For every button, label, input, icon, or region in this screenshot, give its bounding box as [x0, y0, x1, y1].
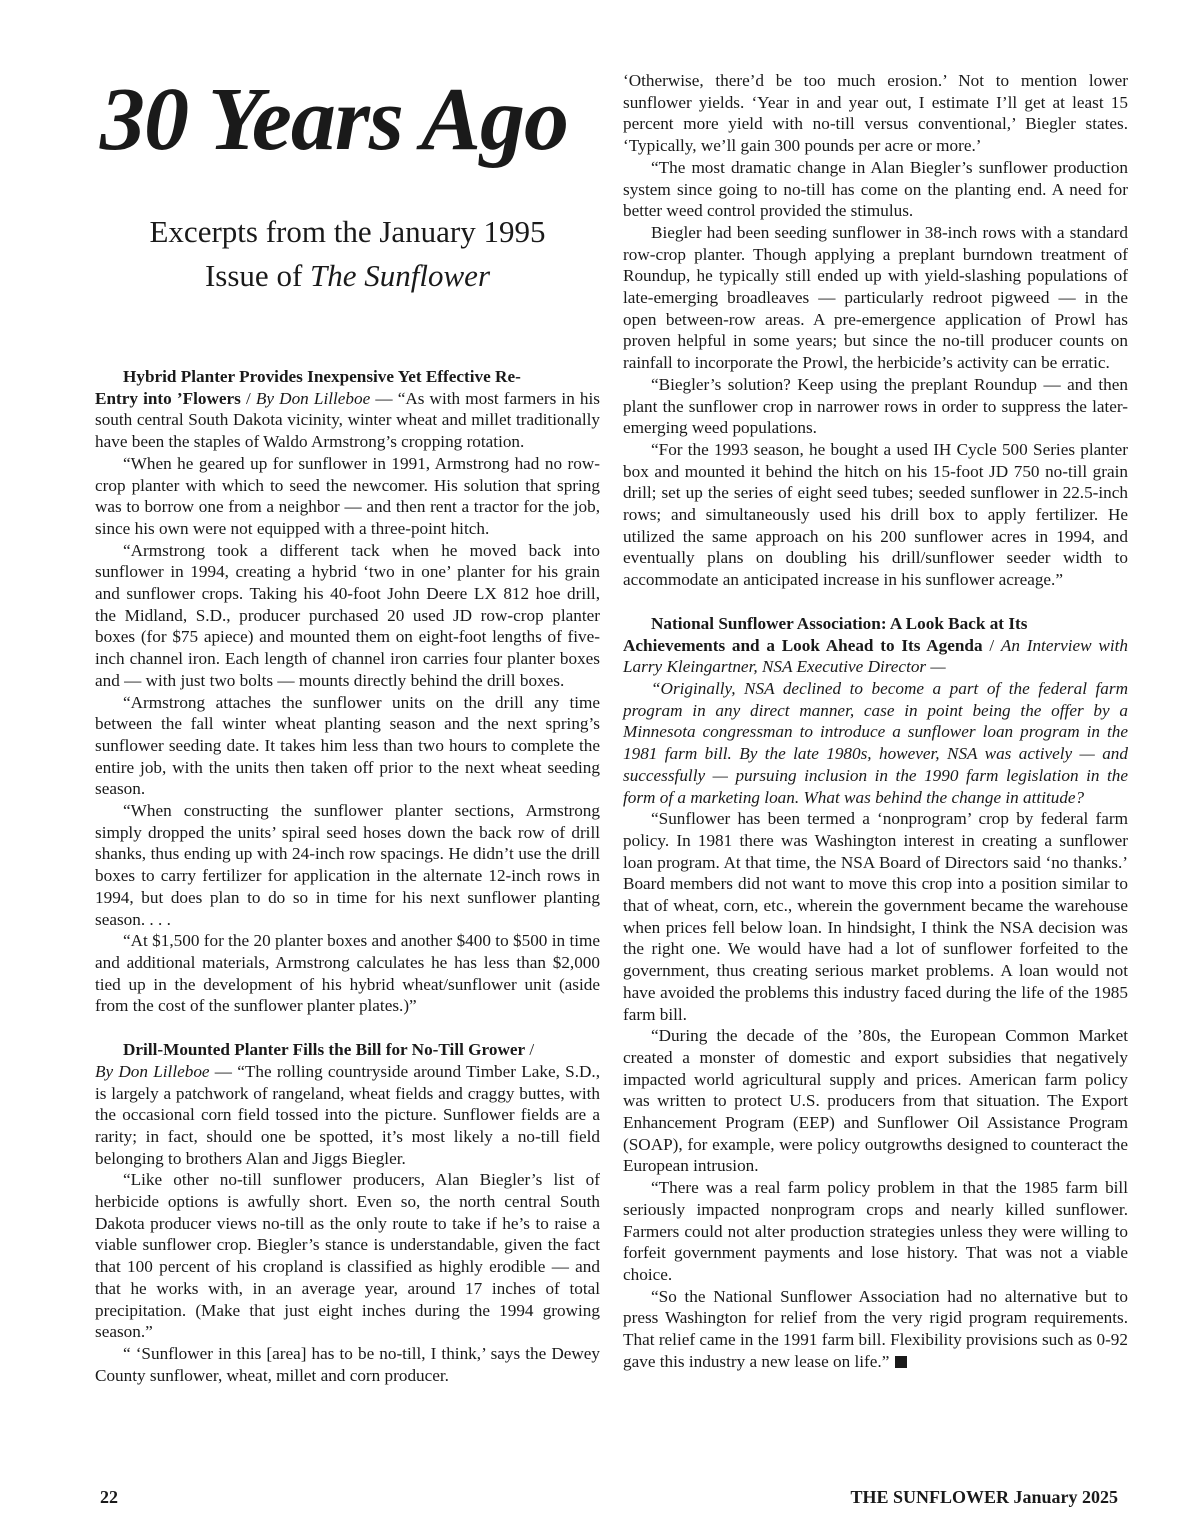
article-byline: By Don Lilleboe	[95, 1061, 210, 1081]
running-footer: THE SUNFLOWER January 2025	[850, 1487, 1118, 1507]
article-headline: Hybrid Planter Provides Inexpensive Yet Effective Re-	[123, 367, 521, 386]
body-paragraph: “When constructing the sunflower planter sections, Armstrong simply dropped the units’ spiral seed hoses down the back row of drill shanks, thus ending up with 24-inch row spacings. He didn’t use the drill boxes to carry fertilizer for application in the alternate 12-inch rows in 1994, but does plan to do so in time for his next sunflower planting season. . . .	[95, 801, 600, 929]
article-byline: An Interview with Larry Kleingartner, NSA Executive Director —	[623, 635, 1128, 677]
page-number: 22	[100, 1487, 118, 1507]
body-paragraph: “Sunflower has been termed a ‘nonprogram’ crop by federal farm policy. In 1981 there was Washington interest in creating a sunflower loan program. At that time, the NSA Board of Directors said ‘no thanks.’ Board members did not want to move this crop into a position similar to that of wheat, corn, etc., wherein the government became the warehouse when prices fell below loan. In hindsight, I think the NSA decision was the right one. We would have had a lot of sunflower forfeited to the government, thus creating serious market problems. A loan would not have avoided the problems this industry faced during the life of the 1985 farm bill.	[623, 809, 1128, 1024]
subtitle-line-1: Excerpts from the January 1995	[149, 214, 546, 249]
article-nsa-interview	[623, 613, 1128, 1373]
body-paragraph: “For the 1993 season, he bought a used IH Cycle 500 Series planter box and mounted it behind the hitch on his 15-foot JD 750 no-till grain drill; set up the series of eight seed tubes; seeded sunflower in 22.5-inch rows; and simultaneously used his drill box to apply fertilizer. He utilized the same approach on his 200 sunflower acres in 1994, and eventually plans on doubling his drill/sunflower seeder width to accommodate an anticipated increase in his sunflower acreage.”	[623, 439, 1128, 590]
subtitle-publication: The Sunflower	[310, 258, 491, 293]
article-lead-text: “The rolling countryside around Timber Lake, S.D., is largely a patchwork of rangeland, wheat fields and craggy buttes, with the occasional corn field tossed into the picture. Sunflower fields are a rarity; in fact, should one be spotted, it’s most likely a no-till field belonging to brothers Alan and Jiggs Biegler.	[95, 1061, 601, 1168]
interview-question: “Originally, NSA declined to become a part of the federal farm program in any direct manner, case in point being the offer by a Minnesota congressman to introduce a sunflower loan program in the 1981 farm bill. By the late 1980s, however, NSA was actively — and successfully — pursuing inclusion in the 1990 farm legislation in the form of a marketing loan. What was behind the change in attitude?	[623, 678, 1128, 807]
final-paragraph	[623, 1286, 1128, 1373]
article-headline: National Sunflower Association: A Look Back at Its	[651, 613, 1028, 633]
page-subtitle	[95, 210, 600, 298]
body-paragraph: “There was a real farm policy problem in that the 1985 farm bill seriously impacted nonprogram crops and nearly killed sunflower. Farmers could not alter production strategies unless they were willing to forfeit government payments and lose history. That was not a viable choice.	[623, 1178, 1128, 1284]
final-paragraph-text: “So the National Sunflower Association had no alternative but to press Washington for relief from the very rigid program requirements. That relief came in the 1991 farm bill. Flexibility provisions such as 0-92 gave this industry a new lease on life.”	[623, 1286, 1128, 1371]
body-paragraph: “During the decade of the ’80s, the European Common Market created a monster of domestic and export subsidies that negatively impacted world agricultural supply and prices. American farm policy was written to protect U.S. producers from that situation. The Export Enhancement Program (EEP) and Sunflower Oil Assistance Program (SOAP), for example, were policy outgrowths designed to counteract the European intrusion.	[623, 1026, 1128, 1176]
body-paragraph: “Armstrong took a different tack when he moved back into sunflower in 1994, creating a hybrid ‘two in one’ planter for his grain and sunflower crops. Taking his 40-foot John Deere LX 812 hoe drill, the Midland, S.D., producer purchased 20 used JD row-crop planter boxes (for $75 apiece) and mounted them on eight-foot lengths of five-inch channel iron. Each length of channel iron carries four planter boxes and — with just two bolts — mounts directly behind the drill boxes.	[95, 540, 600, 690]
body-paragraph: “The most dramatic change in Alan Biegler’s sunflower production system since going to no-till has come on the planting end. A need for better weed control provided the stimulus.	[623, 157, 1128, 221]
body-paragraph: “ ‘Sunflower in this [area] has to be no-till, I think,’ says the Dewey County sunflower, wheat, millet and corn producer.	[95, 1343, 600, 1385]
body-paragraph: “Like other no-till sunflower producers, Alan Biegler’s list of herbicide options is awfully short. Even so, the north central South Dakota producer views no-till as the only route to take if he’s to raise a viable sunflower crop. Biegler’s stance is understandable, given the fact that 100 percent of his cropland is classified as highly erodible — and that he works with, in an average year, around 17 inches of total precipitation. (Make that just eight inches during the 1994 growing season.”	[95, 1170, 600, 1342]
article-lead-text: “As with most farmers in his south central South Dakota vicinity, winter wheat and millet traditionally have been the staples of Waldo Armstrong’s cropping rotation.	[95, 388, 600, 452]
body-paragraph: “Biegler’s solution? Keep using the preplant Roundup — and then plant the sunflower crop in narrower rows in order to suppress the later-emerging weed populations.	[623, 374, 1128, 438]
byline-dash: —	[209, 1061, 238, 1081]
body-paragraph: “At $1,500 for the 20 planter boxes and another $400 to $500 in time and additional materials, Armstrong calculates he has less than $2,000 tied up in the development of his hybrid wheat/sunflower unit (aside from the cost of the sunflower planter plates.)”	[95, 931, 600, 1016]
article-headline-cont: Entry into ’Flowers	[95, 388, 241, 408]
end-of-article-square-icon	[895, 1356, 907, 1368]
body-paragraph: Biegler had been seeding sunflower in 38-inch rows with a standard row-crop planter. Though applying a preplant burndown treatment of Roundup, he typically still ended up with yield-slashing populations of late-emerging broadleaves — particularly redroot pigweed — in the open between-row areas. A pre-emergence application of Prowl has proven helpful in some years; but since the no-till producer counts on rainfall to incorporate the Prowl, the herbicide’s activity can be erratic.	[623, 222, 1128, 373]
body-paragraph: “Armstrong attaches the sunflower units on the drill any time between the fall winter wheat planting season and the next spring’s sunflower seeding date. It takes him less than two hours to complete the entire job, with the units then taken off prior to the next wheat seeding season.	[95, 692, 600, 799]
article-drill-mounted-planter-continued	[623, 70, 1128, 591]
page-title: 30 Years Ago	[100, 70, 569, 169]
article-lead-paragraph	[623, 613, 1128, 678]
article-drill-mounted-planter	[95, 1039, 600, 1386]
byline-separator: /	[240, 388, 256, 408]
byline-dash: —	[370, 388, 398, 408]
right-column	[623, 70, 1128, 1372]
byline-separator: /	[525, 1040, 535, 1060]
left-column	[95, 0, 600, 1386]
article-lead-paragraph	[95, 1039, 600, 1169]
article-headline: Drill-Mounted Planter Fills the Bill for No-Till Grower	[123, 1040, 526, 1060]
body-paragraph: “When he geared up for sunflower in 1991, Armstrong had no row-crop planter with which to seed the newcomer. His solution that spring was to borrow one from a neighbor — and then rent a tractor for the job, since his own were not equipped with a three-point hitch.	[95, 453, 600, 538]
article-headline-cont: Achievements and a Look Ahead to Its Agenda	[623, 635, 983, 655]
subtitle-prefix: Issue of	[204, 258, 303, 293]
article-hybrid-planter	[95, 366, 600, 1017]
byline-separator: /	[982, 635, 1001, 655]
continued-paragraph: ‘Otherwise, there’d be too much erosion.’ Not to mention lower sunflower yields. ‘Year in and year out, I estimate I’ll get at least 15 percent more yield with no-till versus conventional,’ Biegler states. ‘Typically, we’ll gain 300 pounds per acre or more.’	[623, 71, 1128, 156]
article-byline: By Don Lilleboe	[255, 388, 371, 408]
article-lead-paragraph	[95, 366, 600, 453]
